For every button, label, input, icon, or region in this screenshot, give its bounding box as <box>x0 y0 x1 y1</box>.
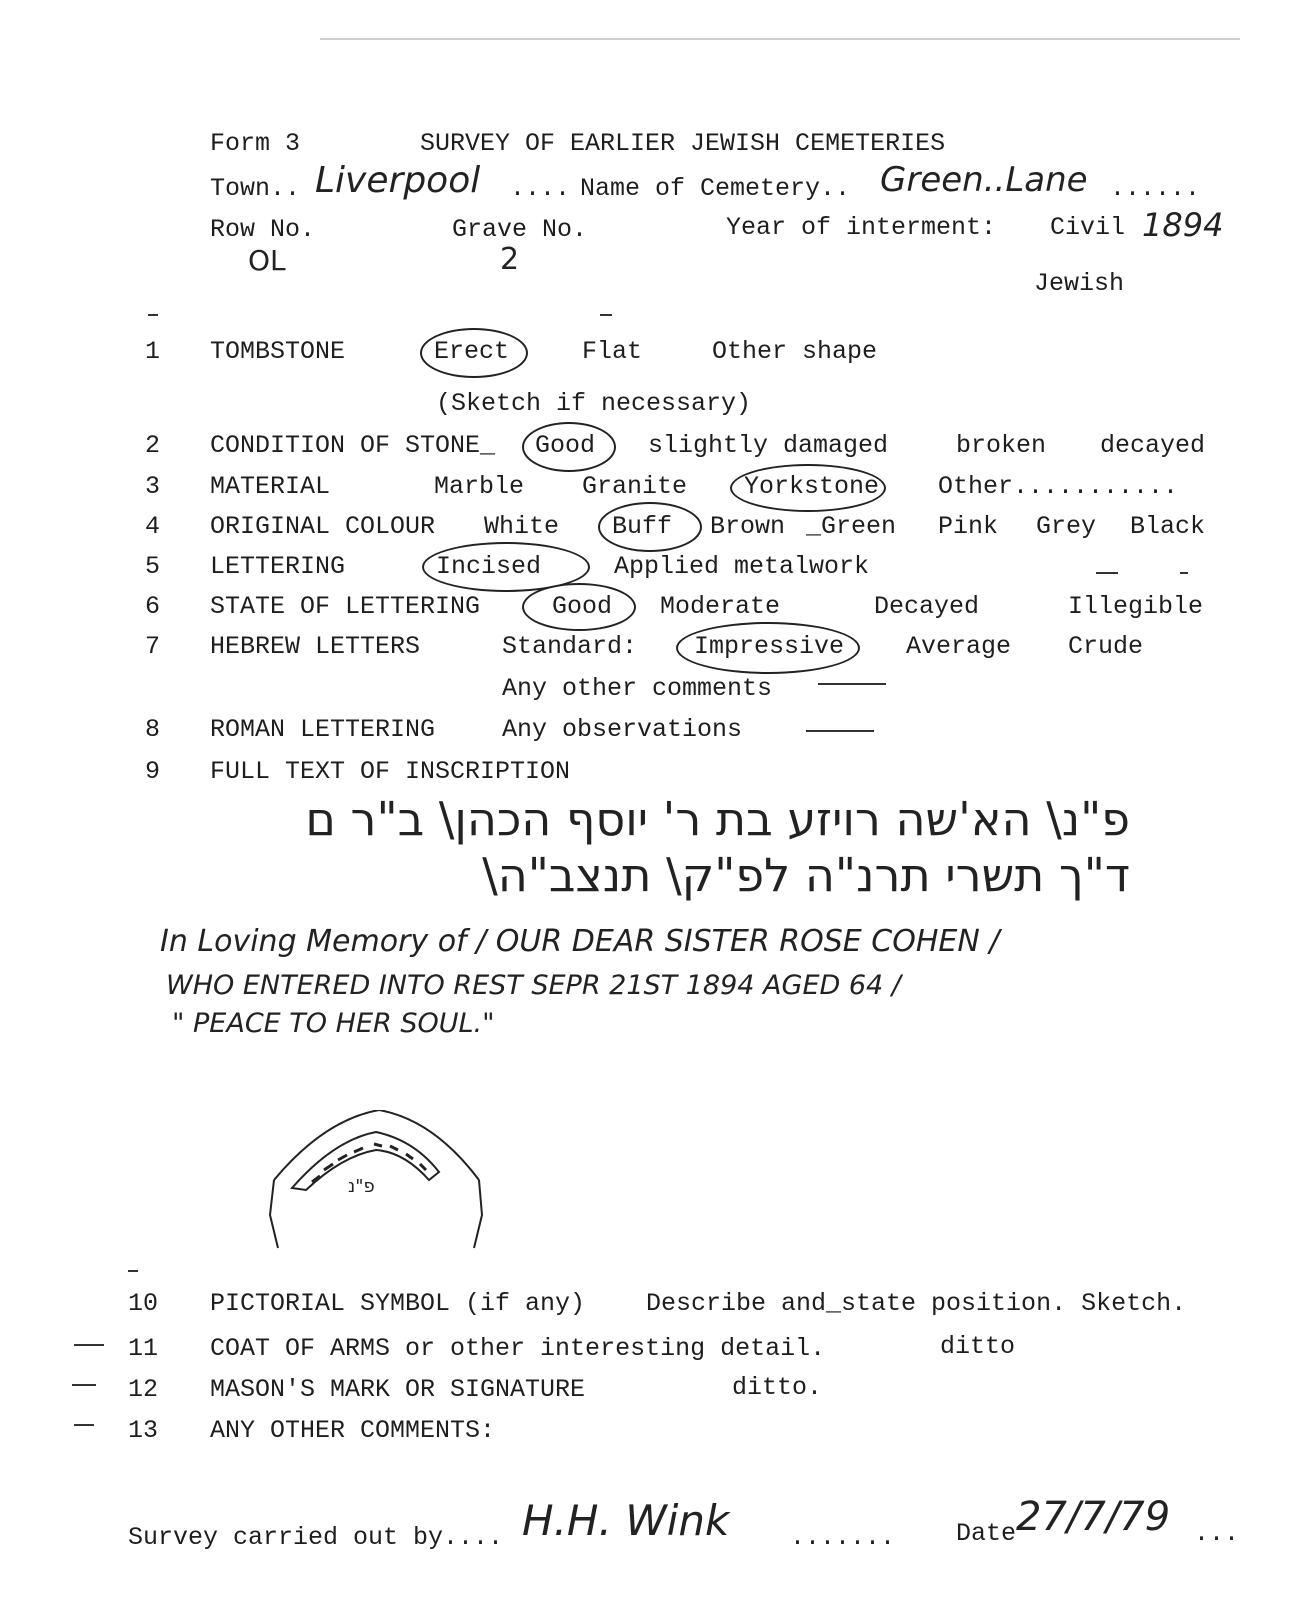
option-black: Black <box>1130 512 1206 541</box>
item-number: 13 <box>128 1416 159 1445</box>
tick-mark <box>74 1424 94 1426</box>
lettering-label: LETTERING <box>210 552 346 581</box>
item-number: 2 <box>145 431 161 460</box>
option-grey: Grey <box>1036 512 1097 541</box>
item-number: 7 <box>145 632 161 661</box>
sketch-right-edge <box>474 1180 482 1248</box>
hebrew-letters-label: HEBREW LETTERS <box>210 632 421 661</box>
option-incised: Incised <box>436 552 542 581</box>
tick-mark <box>72 1384 96 1386</box>
blank-line <box>806 730 874 732</box>
condition-label: CONDITION OF STONE_ <box>210 431 496 460</box>
masons-mark-label: MASON'S MARK OR SIGNATURE <box>210 1375 586 1404</box>
option-average: Average <box>906 632 1012 661</box>
item-number: 4 <box>145 512 161 541</box>
cemetery-value: Green..Lane <box>880 160 1088 200</box>
selection-circle <box>598 502 702 552</box>
english-inscription-line-3: " PEACE TO HER SOUL." <box>172 1008 495 1039</box>
option-good: Good <box>535 431 596 460</box>
tombstone-label: TOMBSTONE <box>210 337 346 366</box>
material-label: MATERIAL <box>210 472 331 501</box>
date-value: 27/7/79 <box>1016 1494 1171 1540</box>
item-number: 5 <box>145 552 161 581</box>
tick-mark <box>1180 572 1188 574</box>
sketch-label: פ"נ <box>348 1176 375 1197</box>
english-inscription-line-1: In Loving Memory of / OUR DEAR SISTER ROSE COHEN / <box>160 924 1000 959</box>
jewish-label: Jewish <box>1034 269 1125 298</box>
tick-mark <box>600 314 612 316</box>
scan-top-edge <box>320 38 1240 40</box>
sketch-left-edge <box>270 1180 278 1248</box>
other-comments-label: ANY OTHER COMMENTS: <box>210 1416 496 1445</box>
tombstone-sketch <box>264 1110 494 1260</box>
option-slightly-damaged: slightly damaged <box>648 431 889 460</box>
pictorial-symbol-label: PICTORIAL SYMBOL (if any) <box>210 1289 586 1318</box>
standard-label: Standard: <box>502 632 638 661</box>
town-label: Town.. <box>210 174 301 203</box>
option-decayed: decayed <box>1100 431 1206 460</box>
option-other: Other........... <box>938 472 1179 501</box>
date-dots: ... <box>1194 1519 1240 1548</box>
town-dots: .... <box>510 174 571 203</box>
cemetery-label: Name of Cemetery.. <box>580 174 851 203</box>
inscription-label: FULL TEXT OF INSCRIPTION <box>210 757 571 786</box>
option-good: Good <box>552 592 613 621</box>
option-granite: Granite <box>582 472 688 501</box>
option-green: _Green <box>806 512 897 541</box>
option-white: White <box>484 512 560 541</box>
selection-circle <box>522 422 616 472</box>
form-number: Form 3 <box>210 129 301 158</box>
item-number: 8 <box>145 715 161 744</box>
observations-label: Any observations <box>502 715 743 744</box>
civil-year: 1894 <box>1142 206 1224 244</box>
tick-mark <box>128 1270 138 1272</box>
option-other-shape: Other shape <box>712 337 878 366</box>
english-inscription-line-2: WHO ENTERED INTO REST SEPR 21ST 1894 AGED 64 / <box>166 970 901 1001</box>
selection-circle <box>730 464 886 512</box>
hebrew-inscription-line-2: ד"ך תשרי תרנ"ה לפ"ק\ תנצב"ה\ <box>482 848 1130 902</box>
roman-lettering-label: ROMAN LETTERING <box>210 715 436 744</box>
state-label: STATE OF LETTERING <box>210 592 481 621</box>
item-number: 10 <box>128 1289 159 1318</box>
row-label: Row No. <box>210 215 316 244</box>
option-crude: Crude <box>1068 632 1144 661</box>
survey-dots: ....... <box>790 1523 896 1552</box>
item-number: 1 <box>145 337 161 366</box>
page-title: SURVEY OF EARLIER JEWISH CEMETERIES <box>420 129 946 158</box>
other-comments-label: Any other comments <box>502 674 773 703</box>
year-label: Year of interment: <box>726 213 997 242</box>
hebrew-inscription-line-1: פ"נ\ הא'שה רויזע בת ר' יוסף הכהן\ ב"ר ם <box>305 792 1130 846</box>
survey-by-label: Survey carried out by.... <box>128 1523 504 1552</box>
row-value: OL <box>248 244 286 277</box>
cemetery-dots: ...... <box>1110 174 1201 203</box>
option-yorkstone: Yorkstone <box>744 472 880 501</box>
option-erect: Erect <box>434 337 510 366</box>
pictorial-symbol-instruction: Describe and_state position. Sketch. <box>646 1289 1187 1318</box>
date-label: Date <box>956 1519 1017 1548</box>
grave-label: Grave No. <box>452 215 588 244</box>
option-moderate: Moderate <box>660 592 781 621</box>
option-impressive: Impressive <box>694 632 845 661</box>
option-applied-metalwork: Applied metalwork <box>614 552 870 581</box>
colour-label: ORIGINAL COLOUR <box>210 512 436 541</box>
selection-circle <box>676 622 860 674</box>
option-broken: broken <box>956 431 1047 460</box>
item-number: 6 <box>145 592 161 621</box>
civil-label: Civil <box>1050 213 1126 242</box>
tick-mark <box>148 314 158 316</box>
blank-line <box>818 683 886 685</box>
masons-mark-ditto: ditto. <box>732 1373 823 1402</box>
selection-circle <box>420 328 528 378</box>
option-marble: Marble <box>434 472 525 501</box>
tick-mark <box>74 1344 104 1346</box>
option-decayed: Decayed <box>874 592 980 621</box>
selection-circle <box>522 583 636 631</box>
option-pink: Pink <box>938 512 999 541</box>
item-number: 9 <box>145 757 161 786</box>
item-number: 11 <box>128 1334 159 1363</box>
option-flat: Flat <box>582 337 643 366</box>
tick-mark <box>1096 572 1118 574</box>
coat-of-arms-ditto: ditto <box>940 1332 1016 1361</box>
town-value: Liverpool <box>315 160 481 201</box>
grave-value: 2 <box>500 242 520 277</box>
sketch-note: (Sketch if necessary) <box>436 389 752 418</box>
option-brown: Brown <box>710 512 786 541</box>
coat-of-arms-label: COAT OF ARMS or other interesting detail. <box>210 1334 826 1363</box>
item-number: 12 <box>128 1375 159 1404</box>
option-buff: Buff <box>612 512 673 541</box>
item-number: 3 <box>145 472 161 501</box>
option-illegible: Illegible <box>1068 592 1204 621</box>
surveyor-signature: H.H. Wink <box>522 1496 730 1545</box>
